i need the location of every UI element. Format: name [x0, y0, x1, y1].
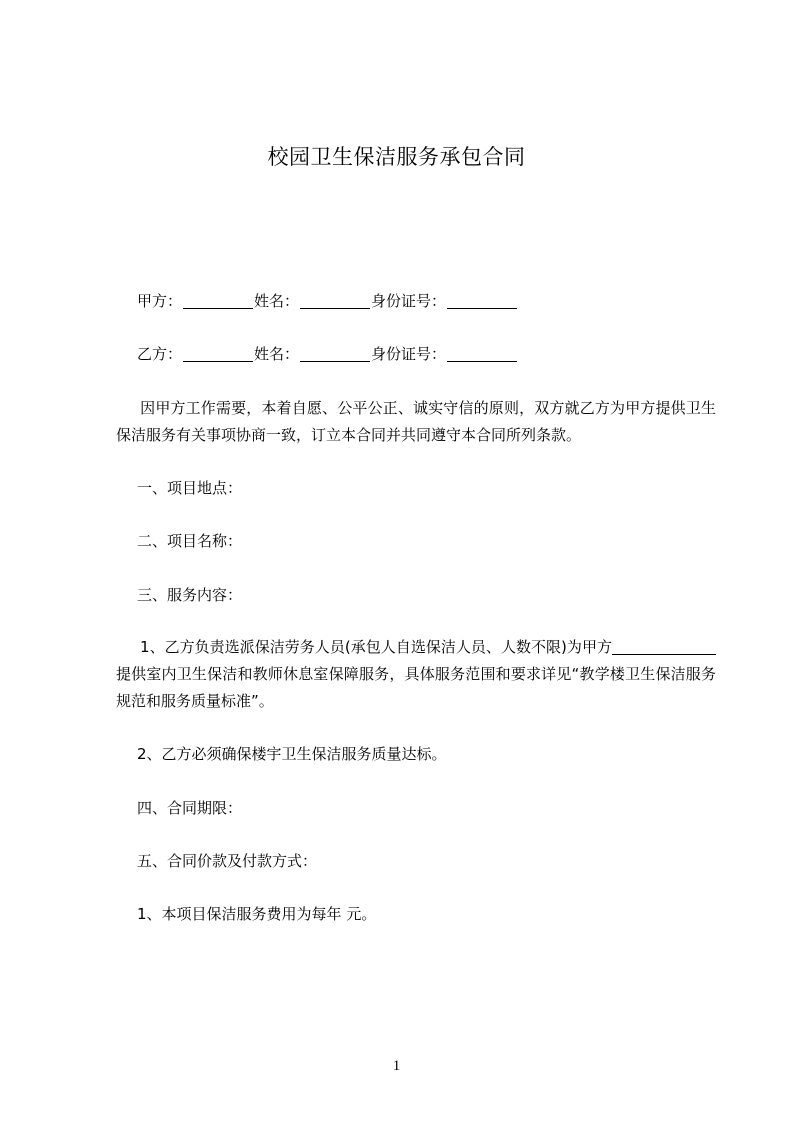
- section-payment: 五、合同价款及付款方式：: [137, 852, 318, 870]
- party-b-line: [137, 344, 518, 364]
- section-term: 四、合同期限：: [137, 799, 243, 817]
- party-a-id-label: 身份证号：: [371, 292, 447, 310]
- party-a-name-label: 姓名：: [254, 292, 300, 310]
- service-item-1-blank-a: [612, 640, 664, 655]
- party-b-label: 乙方：: [137, 345, 183, 363]
- party-b-blank: [183, 347, 253, 362]
- party-b-name-blank: [300, 347, 370, 362]
- page-number: 1: [392, 1058, 401, 1074]
- section-service-content: 三、服务内容：: [137, 586, 243, 604]
- page-title: 校园卫生保洁服务承包合同: [267, 145, 526, 169]
- service-item-1-start: 1、乙方负责选派保洁劳务人员(承包人自选保洁人员、人数不限)为甲方: [140, 638, 612, 656]
- party-b-name-label: 姓名：: [254, 345, 300, 363]
- party-b-id-blank: [447, 347, 517, 362]
- intro-paragraph: [116, 395, 716, 449]
- party-a-label: 甲方：: [137, 292, 183, 310]
- section-project-name: 二、项目名称：: [137, 532, 243, 550]
- service-item-2: 2、乙方必须确保楼宇卫生保洁服务质量达标。: [137, 745, 447, 763]
- service-item-1: [116, 634, 716, 715]
- section-location: 一、项目地点：: [137, 479, 243, 497]
- party-a-blank: [183, 294, 253, 309]
- party-a-line: [137, 291, 518, 311]
- party-a-id-blank: [447, 294, 517, 309]
- payment-item-1: 1、本项目保洁服务费用为每年 元。: [137, 905, 377, 923]
- intro-text: 因甲方工作需要，本着自愿、公平公正、诚实守信的原则，双方就乙方为甲方提供卫生保洁服务有关事项协商一致，订立本合同并共同遵守本合同所列条款。: [116, 399, 716, 444]
- party-a-name-blank: [300, 294, 370, 309]
- service-item-1-blank-b: [664, 640, 716, 655]
- service-item-1-end: 提供室内卫生保洁和教师休息室保障服务，具体服务范围和要求详见“教学楼卫生保洁服务规范和服务质量标准”。: [116, 665, 716, 710]
- party-b-id-label: 身份证号：: [371, 345, 447, 363]
